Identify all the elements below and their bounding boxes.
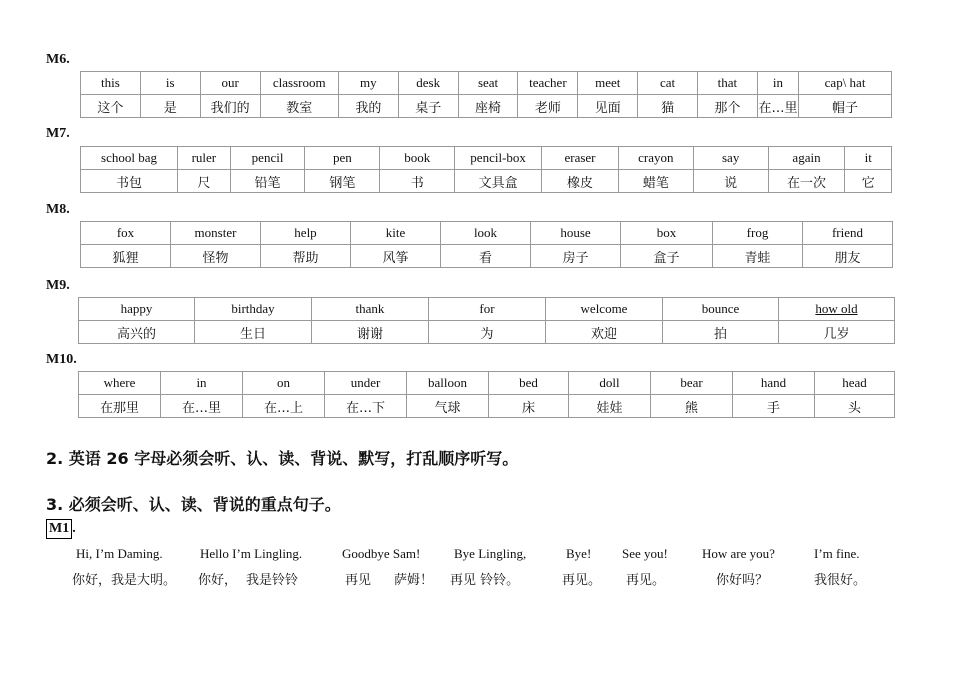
vocab-cn: 谢谢 [312, 321, 429, 344]
vocab-en: frog [713, 222, 803, 245]
vocab-en: fox [81, 222, 171, 245]
sentence-cn: 再见。 [562, 573, 602, 588]
vocab-cn: 文具盒 [455, 170, 542, 193]
vocab-cn: 橡皮 [542, 170, 619, 193]
sentence-en: I’m fine. [814, 546, 860, 561]
vocab-en: thank [312, 298, 429, 321]
sentence-en: How are you? [702, 546, 775, 561]
vocab-cn: 熊 [651, 395, 733, 418]
vocab-table-m10 [78, 371, 895, 418]
sentence-cn: 你好吗？ [716, 573, 769, 588]
module-label-m9: M9. [46, 278, 70, 293]
m1-label [46, 519, 76, 539]
sentence-cn: 再见 铃铃。 [450, 573, 520, 588]
vocab-en: bear [651, 372, 733, 395]
m1-chinese-row [0, 569, 972, 587]
vocab-en: desk [398, 72, 458, 95]
vocab-en: hand [733, 372, 815, 395]
vocab-en: cap\ hat [799, 72, 892, 95]
vocab-cn: 它 [845, 170, 892, 193]
sentence-cn: 我是铃铃 [246, 573, 299, 588]
vocab-table-m7 [80, 146, 892, 193]
sentence-en: Hello I’m Lingling. [200, 546, 303, 561]
vocab-en: teacher [518, 72, 578, 95]
vocab-en: our [200, 72, 260, 95]
vocab-cn: 风筝 [351, 245, 441, 268]
vocab-en: bed [489, 372, 569, 395]
sentence-en: Goodbye Sam! [342, 546, 421, 561]
vocab-cn: 气球 [407, 395, 489, 418]
vocab-en: cat [638, 72, 698, 95]
vocab-table-m8 [80, 221, 893, 268]
vocab-en: meet [578, 72, 638, 95]
vocab-cn: 床 [489, 395, 569, 418]
vocab-cn: 盒子 [621, 245, 713, 268]
vocab-cn: 书包 [81, 170, 178, 193]
vocab-cn: 房子 [531, 245, 621, 268]
section-2-heading: 2. 英语 26 字母必须会听、认、读、背说、默写，打乱顺序听写。 [46, 449, 519, 468]
module-label-m10: M10. [46, 352, 77, 367]
sentence-en: Hi, I’m Daming. [76, 546, 163, 561]
vocab-en: birthday [195, 298, 312, 321]
m1-boxed-label: M1 [46, 519, 72, 539]
vocab-en: happy [79, 298, 195, 321]
vocab-cn: 看 [441, 245, 531, 268]
vocab-en: seat [458, 72, 518, 95]
sentence-cn: 我很好。 [814, 573, 867, 588]
vocab-en: my [338, 72, 398, 95]
vocab-en: kite [351, 222, 441, 245]
vocab-en: monster [171, 222, 261, 245]
vocab-en: help [261, 222, 351, 245]
vocab-cn: 娃娃 [569, 395, 651, 418]
vocab-en: eraser [542, 147, 619, 170]
vocab-cn: 是 [140, 95, 200, 118]
vocab-en: where [79, 372, 161, 395]
sentence-en: Bye! [566, 546, 592, 561]
vocab-en: ruler [178, 147, 231, 170]
vocab-cn: 说 [693, 170, 768, 193]
section-3-heading: 3. 必须会听、认、读、背说的重点句子。 [46, 495, 341, 514]
vocab-cn: 在…上 [243, 395, 325, 418]
vocab-cn: 在一次 [768, 170, 845, 193]
vocab-cn: 蜡笔 [618, 170, 693, 193]
sentence-cn: 萨姆！ [394, 573, 434, 588]
vocab-en: say [693, 147, 768, 170]
vocab-cn: 怪物 [171, 245, 261, 268]
vocab-cn: 手 [733, 395, 815, 418]
vocab-cn: 在…里 [757, 95, 798, 118]
vocab-cn: 在那里 [79, 395, 161, 418]
sentence-cn: 你好，我是大明。 [72, 573, 177, 588]
vocab-table-m9 [78, 297, 895, 344]
vocab-en: is [140, 72, 200, 95]
sentence-cn: 再见。 [626, 573, 666, 588]
vocab-en: that [698, 72, 758, 95]
vocab-cn: 在…里 [161, 395, 243, 418]
vocab-cn: 我的 [338, 95, 398, 118]
vocab-cn: 帮助 [261, 245, 351, 268]
sentence-cn: 你好， [198, 573, 238, 588]
module-label-m8: M8. [46, 202, 70, 217]
vocab-en: bounce [663, 298, 779, 321]
vocab-cn: 桌子 [398, 95, 458, 118]
m1-english-row [0, 546, 972, 564]
vocab-cn: 头 [815, 395, 895, 418]
vocab-cn: 生日 [195, 321, 312, 344]
vocab-en: doll [569, 372, 651, 395]
sentence-en: See you! [622, 546, 668, 561]
vocab-cn: 书 [380, 170, 455, 193]
m1-dot: . [72, 521, 76, 536]
vocab-cn: 这个 [81, 95, 141, 118]
vocab-cn: 猫 [638, 95, 698, 118]
vocab-cn: 尺 [178, 170, 231, 193]
vocab-cn: 教室 [260, 95, 338, 118]
module-label-m7: M7. [46, 126, 70, 141]
vocab-en: this [81, 72, 141, 95]
vocab-cn: 座椅 [458, 95, 518, 118]
vocab-en: pencil-box [455, 147, 542, 170]
vocab-en: it [845, 147, 892, 170]
vocab-en: balloon [407, 372, 489, 395]
vocab-en: on [243, 372, 325, 395]
vocab-cn: 那个 [698, 95, 758, 118]
vocab-en: in [757, 72, 798, 95]
vocab-en: pencil [230, 147, 305, 170]
module-label-m6: M6. [46, 52, 70, 67]
vocab-table-m6 [80, 71, 892, 118]
vocab-cn: 朋友 [803, 245, 893, 268]
vocab-cn: 钢笔 [305, 170, 380, 193]
vocab-cn: 欢迎 [546, 321, 663, 344]
vocab-en: friend [803, 222, 893, 245]
vocab-en: how old [779, 298, 895, 321]
vocab-en: look [441, 222, 531, 245]
vocab-en: box [621, 222, 713, 245]
vocab-en: again [768, 147, 845, 170]
vocab-cn: 几岁 [779, 321, 895, 344]
vocab-en: house [531, 222, 621, 245]
vocab-en: welcome [546, 298, 663, 321]
vocab-en: for [429, 298, 546, 321]
vocab-cn: 帽子 [799, 95, 892, 118]
vocab-cn: 拍 [663, 321, 779, 344]
vocab-en: book [380, 147, 455, 170]
vocab-cn: 高兴的 [79, 321, 195, 344]
vocab-cn: 铅笔 [230, 170, 305, 193]
vocab-cn: 老师 [518, 95, 578, 118]
vocab-en: pen [305, 147, 380, 170]
vocab-en: classroom [260, 72, 338, 95]
vocab-cn: 在…下 [325, 395, 407, 418]
vocab-cn: 狐狸 [81, 245, 171, 268]
vocab-cn: 见面 [578, 95, 638, 118]
vocab-en: in [161, 372, 243, 395]
vocab-en: under [325, 372, 407, 395]
sentence-en: Bye Lingling, [454, 546, 527, 561]
vocab-en: crayon [618, 147, 693, 170]
vocab-cn: 我们的 [200, 95, 260, 118]
vocab-cn: 青蛙 [713, 245, 803, 268]
vocab-en: head [815, 372, 895, 395]
vocab-cn: 为 [429, 321, 546, 344]
sentence-cn: 再见 [345, 573, 372, 588]
vocab-en: school bag [81, 147, 178, 170]
